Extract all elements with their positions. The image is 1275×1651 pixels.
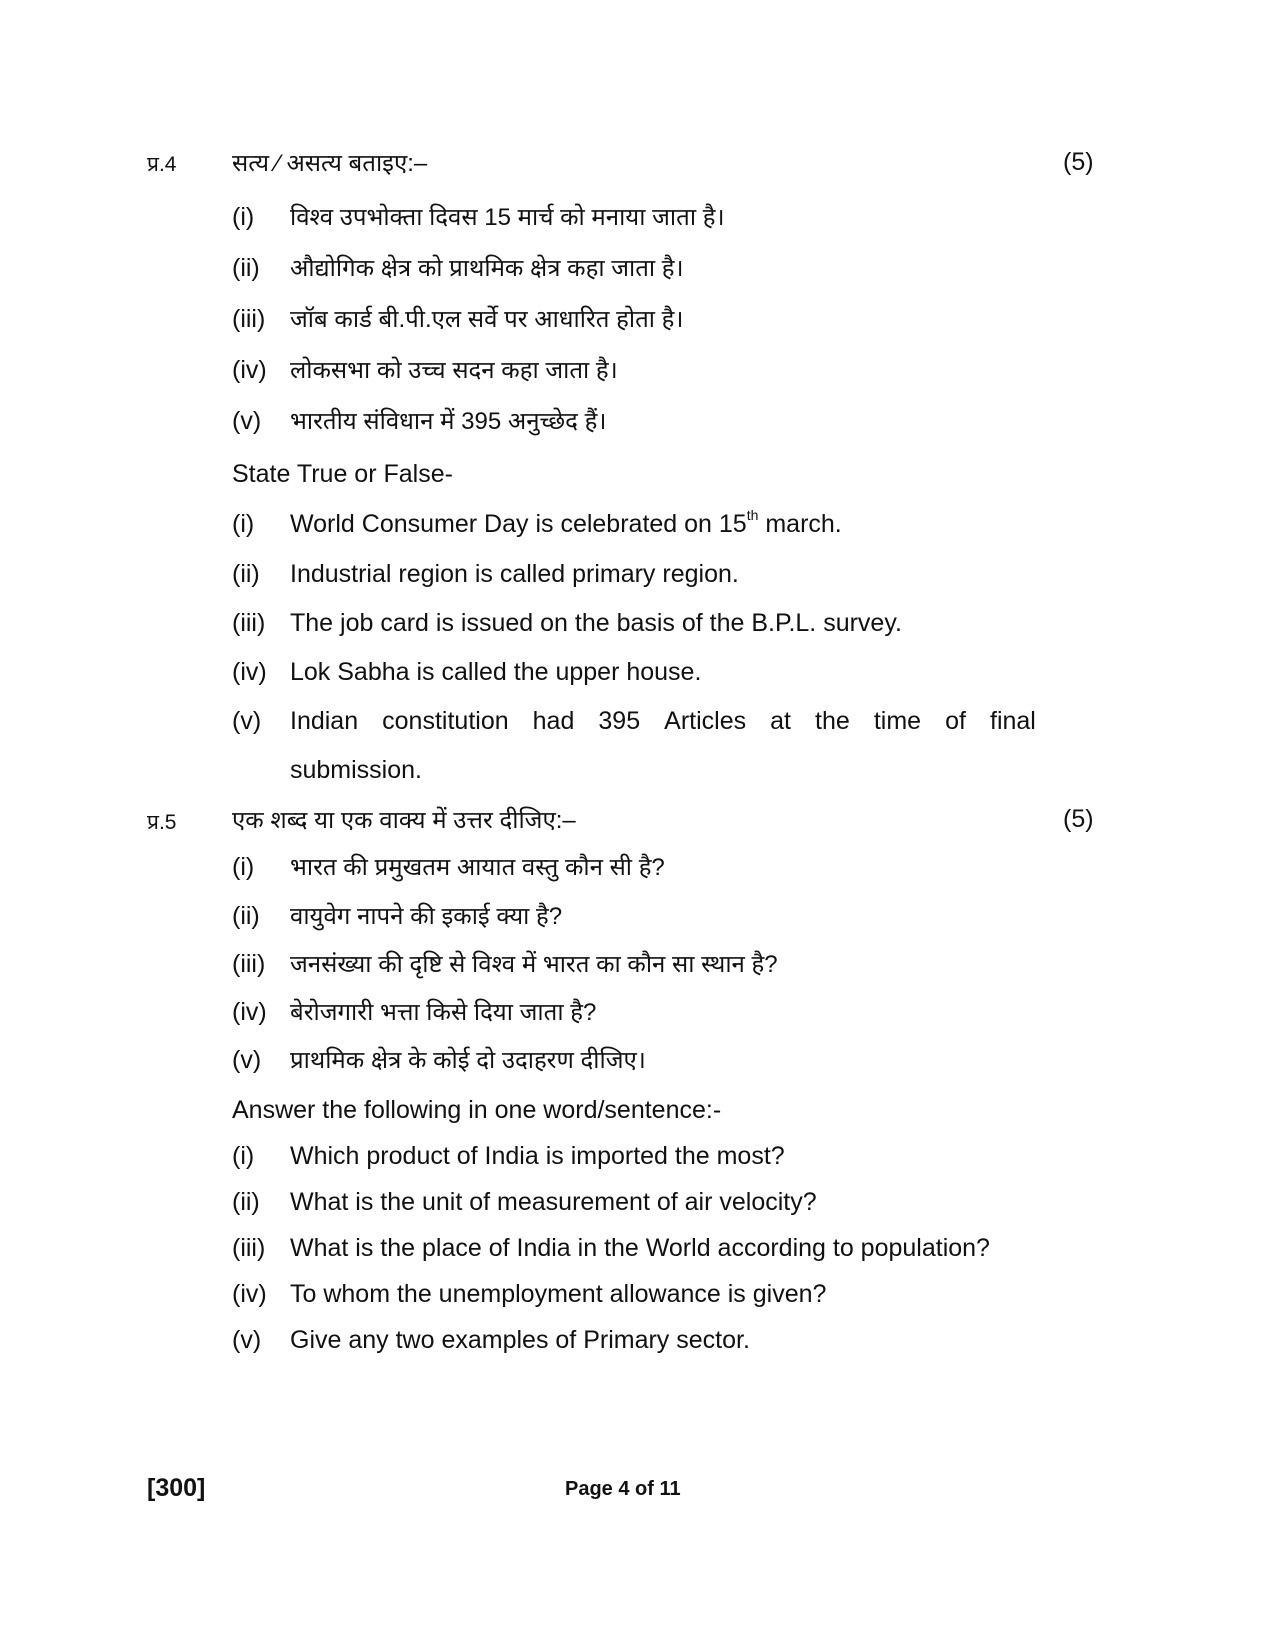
q5-hi-item-5-number: (v): [232, 1046, 262, 1074]
q5-en-item-1-text: Which product of India is imported the most?: [290, 1142, 785, 1170]
question-5-heading-english: Answer the following in one word/sentence:-: [232, 1096, 722, 1124]
q4-en-item-1-text: World Consumer Day is celebrated on 15th march.: [290, 507, 842, 538]
q4-hi-item-3-text: जॉब कार्ड बी.पी.एल सर्वे पर आधारित होता है।: [290, 306, 684, 333]
q4-hi-item-1-number: (i): [232, 203, 255, 231]
q5-en-item-1-number: (i): [232, 1142, 255, 1170]
question-4-number: प्र.4: [147, 153, 177, 176]
q4-hi-item-2-number: (ii): [232, 254, 260, 282]
q5-hi-item-5-text: प्राथमिक क्षेत्र के कोई दो उदाहरण दीजिए।: [290, 1047, 646, 1074]
q4-en-item-3-text: The job card is issued on the basis of the B.P.L. survey.: [290, 609, 902, 637]
q5-en-item-2-number: (ii): [232, 1188, 260, 1216]
q4-hi-item-2-text: औद्योगिक क्षेत्र को प्राथमिक क्षेत्र कहा जाता है।: [290, 255, 684, 282]
q4-hi-item-5-text: भारतीय संविधान में 395 अनुच्छेद हैं।: [290, 408, 607, 435]
q5-hi-item-1-text: भारत की प्रमुखतम आयात वस्तु कौन सी है?: [290, 854, 665, 881]
q5-en-item-5-number: (v): [232, 1326, 262, 1354]
q4-hi-item-1-text: विश्व उपभोक्ता दिवस 15 मार्च को मनाया जाता है।: [290, 204, 725, 231]
q4-en-item-5-continuation: submission.: [290, 756, 422, 784]
question-5-marks: (5): [1063, 805, 1094, 833]
q4-en-item-4-number: (iv): [232, 658, 267, 686]
q5-hi-item-4-number: (iv): [232, 998, 267, 1026]
q5-en-item-4-number: (iv): [232, 1280, 267, 1308]
question-5-number: प्र.5: [147, 811, 177, 834]
q4-hi-item-5-number: (v): [232, 407, 262, 435]
q5-hi-item-2-text: वायुवेग नापने की इकाई क्या है?: [290, 903, 563, 930]
q4-en-item-4-text: Lok Sabha is called the upper house.: [290, 658, 702, 686]
question-4-marks: (5): [1063, 148, 1094, 176]
question-4-heading-hindi: सत्य ⁄ असत्य बताइए:–: [232, 150, 428, 177]
q4-en-item-1-number: (i): [232, 510, 255, 538]
q4-hi-item-4-number: (iv): [232, 356, 267, 384]
q5-en-item-3-number: (iii): [232, 1234, 266, 1262]
question-4-heading-english: State True or False-: [232, 460, 453, 488]
q4-en-item-5-number: (v): [232, 707, 262, 735]
q5-hi-item-1-number: (i): [232, 853, 255, 881]
question-5-heading-hindi: एक शब्द या एक वाक्य में उत्तर दीजिए:–: [232, 807, 576, 834]
q4-en-item-2-number: (ii): [232, 560, 260, 588]
page-number: Page 4 of 11: [565, 1478, 681, 1500]
q4-hi-item-4-text: लोकसभा को उच्च सदन कहा जाता है।: [290, 357, 618, 384]
q5-en-item-2-text: What is the unit of measurement of air velocity?: [290, 1188, 817, 1216]
q5-hi-item-3-number: (iii): [232, 950, 266, 978]
paper-code: [300]: [147, 1474, 206, 1502]
q5-en-item-4-text: To whom the unemployment allowance is given?: [290, 1280, 827, 1308]
q5-hi-item-3-text: जनसंख्या की दृष्टि से विश्व में भारत का कौन सा स्थान है?: [290, 951, 778, 978]
q4-en-item-5-text: Indian constitution had 395 Articles at the time of final: [290, 707, 1036, 735]
q4-en-item-3-number: (iii): [232, 609, 266, 637]
q5-en-item-5-text: Give any two examples of Primary sector.: [290, 1326, 750, 1354]
q5-hi-item-4-text: बेरोजगारी भत्ता किसे दिया जाता है?: [290, 999, 597, 1026]
q5-hi-item-2-number: (ii): [232, 902, 260, 930]
superscript-th: th: [746, 507, 759, 523]
q4-en-item-2-text: Industrial region is called primary region.: [290, 560, 739, 588]
q4-hi-item-3-number: (iii): [232, 305, 266, 333]
q5-en-item-3-text: What is the place of India in the World according to population?: [290, 1234, 990, 1262]
